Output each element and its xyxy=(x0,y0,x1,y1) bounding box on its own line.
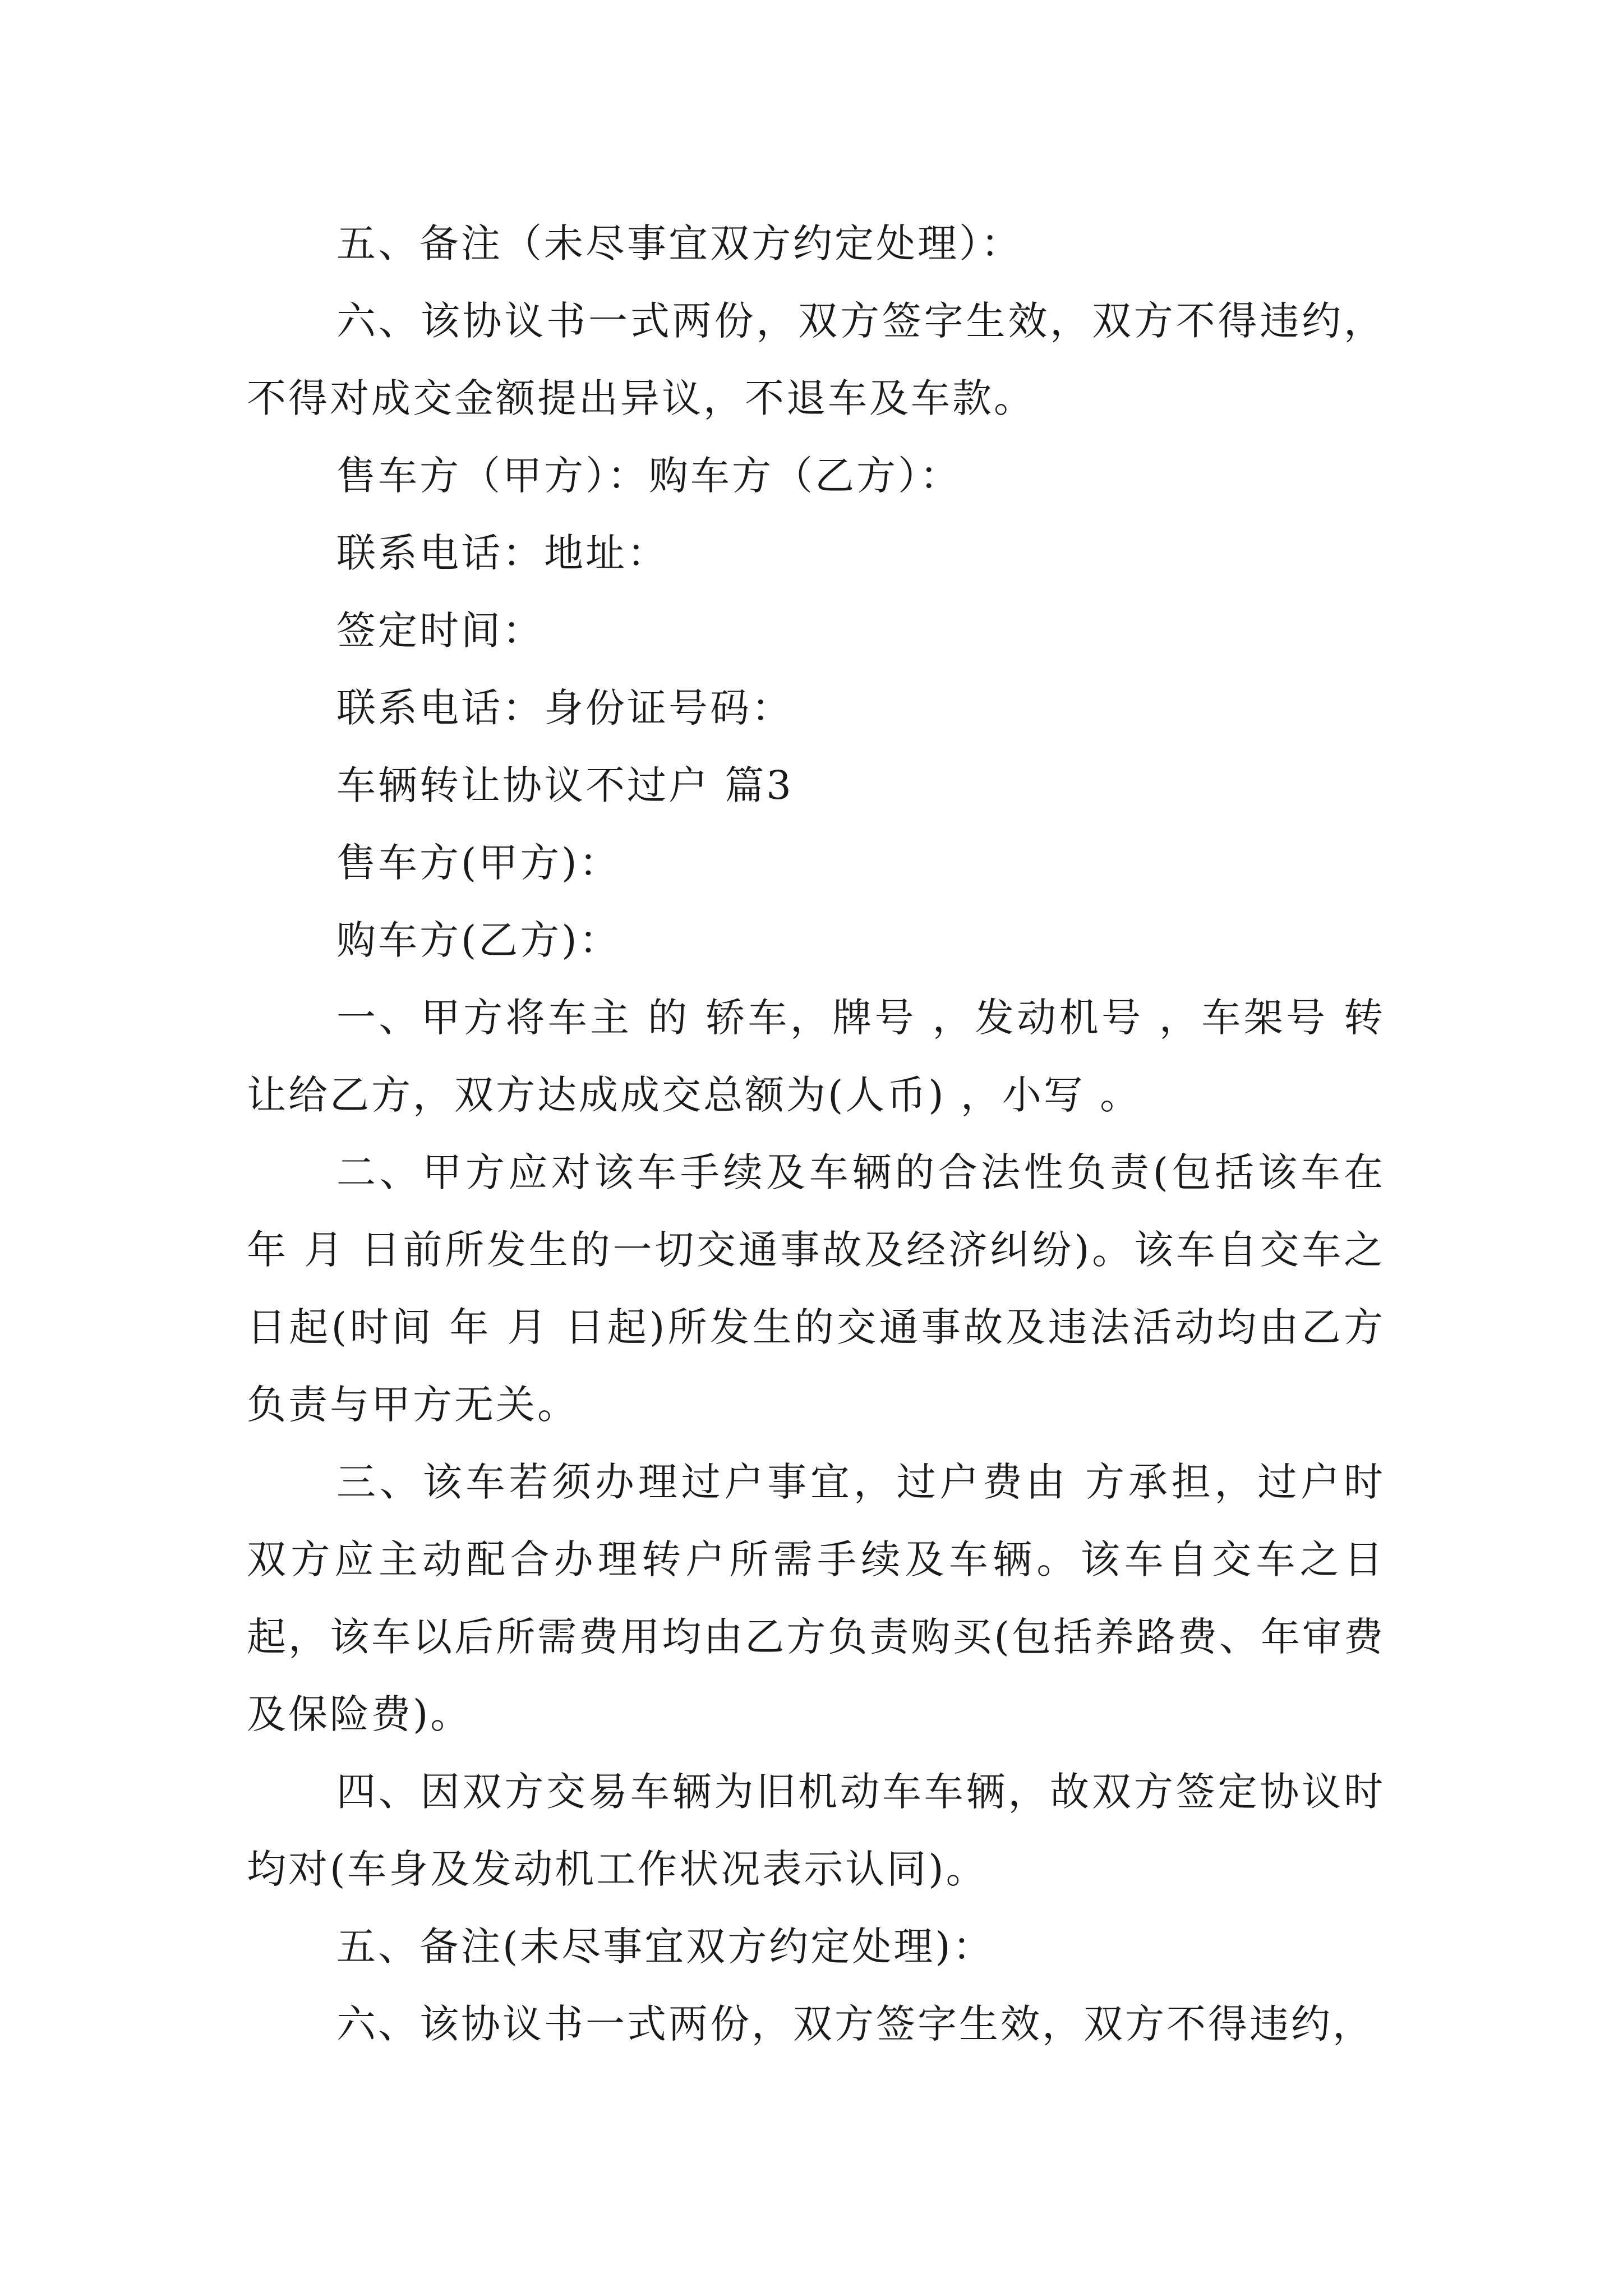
paragraph-buyer: 购车方(乙方)： xyxy=(336,917,621,963)
paragraph-remarks: 五、备注（未尽事宜双方约定处理）： xyxy=(336,220,1022,266)
section-heading: 车辆转让协议不过户 篇3 xyxy=(336,762,794,808)
paragraph-sign-date: 签定时间： xyxy=(336,608,544,654)
paragraph-copies-clause: 六、该协议书一式两份，双方签字生效，双方不得违约，不得对成交金额提出异议，不退车及车款。 xyxy=(247,298,1385,421)
paragraph-parties: 售车方（甲方）：购车方（乙方）： xyxy=(336,453,961,499)
paragraph-phone-id: 联系电话：身份证号码： xyxy=(336,685,793,731)
clause-3: 三、该车若须办理过户事宜，过户费由 方承担，过户时双方应主动配合办理转户所需手续及车辆。该车自交车之日起，该车以后所需费用均由乙方负责购买(包括养路费、年审费及保险费)。 xyxy=(247,1459,1385,1737)
paragraph-seller: 售车方(甲方)： xyxy=(336,840,621,886)
clause-2: 二、甲方应对该车手续及车辆的合法性负责(包括该车在 年 月 日前所发生的一切交通事故及经济纠纷)。该车自交车之日起(时间 年 月 日起)所发生的交通事故及违法活动均由乙方负责与甲方无关。 xyxy=(247,1149,1385,1428)
document-body xyxy=(247,205,1385,2063)
clause-1: 一、甲方将车主 的 轿车，牌号 ，发动机号 ，车架号 转让给乙方，双方达成成交总额为(人币) ，小写 。 xyxy=(247,995,1385,1118)
clause-4: 四、因双方交易车辆为旧机动车车辆，故双方签定协议时均对(车身及发动机工作状况表示认同)。 xyxy=(247,1769,1385,1892)
clause-6: 六、该协议书一式两份，双方签字生效，双方不得违约， xyxy=(336,2001,1374,2047)
clause-5: 五、备注(未尽事宜双方约定处理)： xyxy=(336,1924,994,1970)
paragraph-phone-address: 联系电话：地址： xyxy=(336,530,668,576)
